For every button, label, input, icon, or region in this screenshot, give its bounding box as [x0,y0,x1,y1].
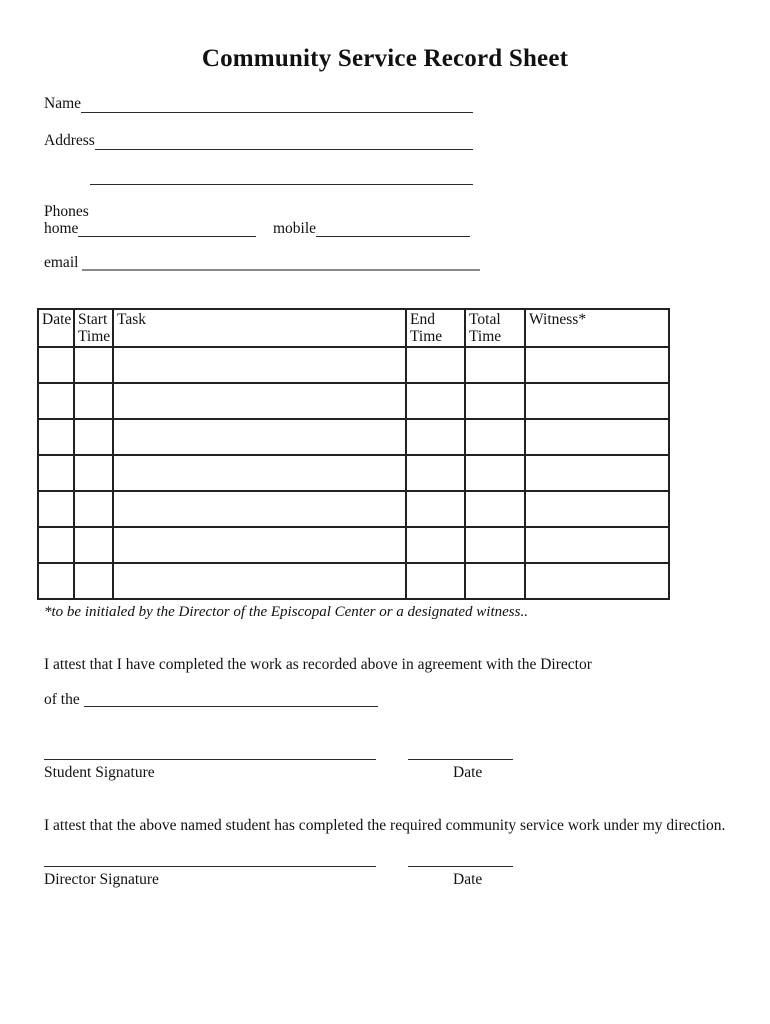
address-blank-line2[interactable] [90,168,473,185]
table-cell[interactable] [38,419,74,455]
table-cell[interactable] [465,491,525,527]
table-cell[interactable] [74,455,113,491]
table-cell[interactable] [525,347,669,383]
table-cell[interactable] [525,419,669,455]
table-cell[interactable] [525,491,669,527]
table-header-row [38,309,669,347]
table-cell[interactable] [406,455,465,491]
address-blank[interactable] [95,132,473,150]
table-cell[interactable] [74,491,113,527]
table-row [38,419,669,455]
log-table-body [38,347,669,599]
director-date-label: Date [453,871,483,888]
mobile-phone-blank[interactable] [316,220,470,237]
table-cell[interactable] [74,347,113,383]
table-cell[interactable] [406,563,465,599]
director-date-blank[interactable] [408,851,513,867]
phones-label: Phones [44,203,89,220]
col-header-task: Task [113,309,406,347]
col-header-date: Date [38,309,74,347]
table-cell[interactable] [113,563,406,599]
table-cell[interactable] [113,455,406,491]
table-cell[interactable] [525,455,669,491]
table-cell[interactable] [38,383,74,419]
table-cell[interactable] [38,455,74,491]
witness-footnote: *to be initialed by the Director of the Episcopal Center or a designated witness.. [44,604,528,620]
table-cell[interactable] [406,383,465,419]
col-header-start-time: Start Time [74,309,113,347]
table-cell[interactable] [38,527,74,563]
home-phone-row [44,220,256,237]
student-date-blank[interactable] [408,744,513,760]
table-cell[interactable] [113,383,406,419]
table-cell[interactable] [525,527,669,563]
table-cell[interactable] [406,347,465,383]
email-blank[interactable] [82,254,480,271]
table-cell[interactable] [74,383,113,419]
col-header-end-time: End Time [406,309,465,347]
table-cell[interactable] [406,419,465,455]
table-cell[interactable] [406,491,465,527]
table-cell[interactable] [113,419,406,455]
mobile-phone-row [273,220,470,237]
table-cell[interactable] [74,527,113,563]
name-row [44,95,473,113]
director-signature-blank[interactable] [44,851,376,867]
of-the-row [44,691,378,707]
table-row [38,491,669,527]
table-cell[interactable] [465,383,525,419]
name-blank[interactable] [81,95,473,113]
service-log-table [37,308,670,600]
table-cell[interactable] [465,527,525,563]
table-cell[interactable] [525,383,669,419]
name-label: Name [44,95,82,112]
table-cell[interactable] [465,455,525,491]
table-cell[interactable] [525,563,669,599]
director-attestation-text: I attest that the above named student has completed the required community service work under my direction. [44,817,726,834]
table-row [38,383,669,419]
table-cell[interactable] [113,491,406,527]
col-header-witness: Witness* [525,309,669,347]
table-row [38,455,669,491]
table-row [38,527,669,563]
table-cell[interactable] [113,347,406,383]
address-label: Address [44,132,95,149]
student-signature-label: Student Signature [44,764,155,781]
table-cell[interactable] [113,527,406,563]
table-row [38,347,669,383]
student-signature-blank[interactable] [44,744,376,760]
email-label: email [44,254,79,271]
home-phone-blank[interactable] [78,220,256,237]
organization-blank[interactable] [84,691,378,707]
home-label: home [44,220,79,237]
table-cell[interactable] [38,563,74,599]
email-row [44,254,480,271]
student-attestation-text: I attest that I have completed the work as recorded above in agreement with the Director [44,656,592,673]
table-cell[interactable] [38,347,74,383]
address-row [44,132,473,150]
director-signature-label: Director Signature [44,871,159,888]
table-cell[interactable] [465,563,525,599]
col-header-total-time: Total Time [465,309,525,347]
table-cell[interactable] [465,419,525,455]
table-cell[interactable] [38,491,74,527]
table-cell[interactable] [74,563,113,599]
table-cell[interactable] [406,527,465,563]
table-row [38,563,669,599]
table-cell[interactable] [465,347,525,383]
of-the-label: of the [44,691,80,708]
mobile-label: mobile [273,220,317,237]
student-date-label: Date [453,764,483,781]
table-cell[interactable] [74,419,113,455]
page-title: Community Service Record Sheet [201,45,569,72]
